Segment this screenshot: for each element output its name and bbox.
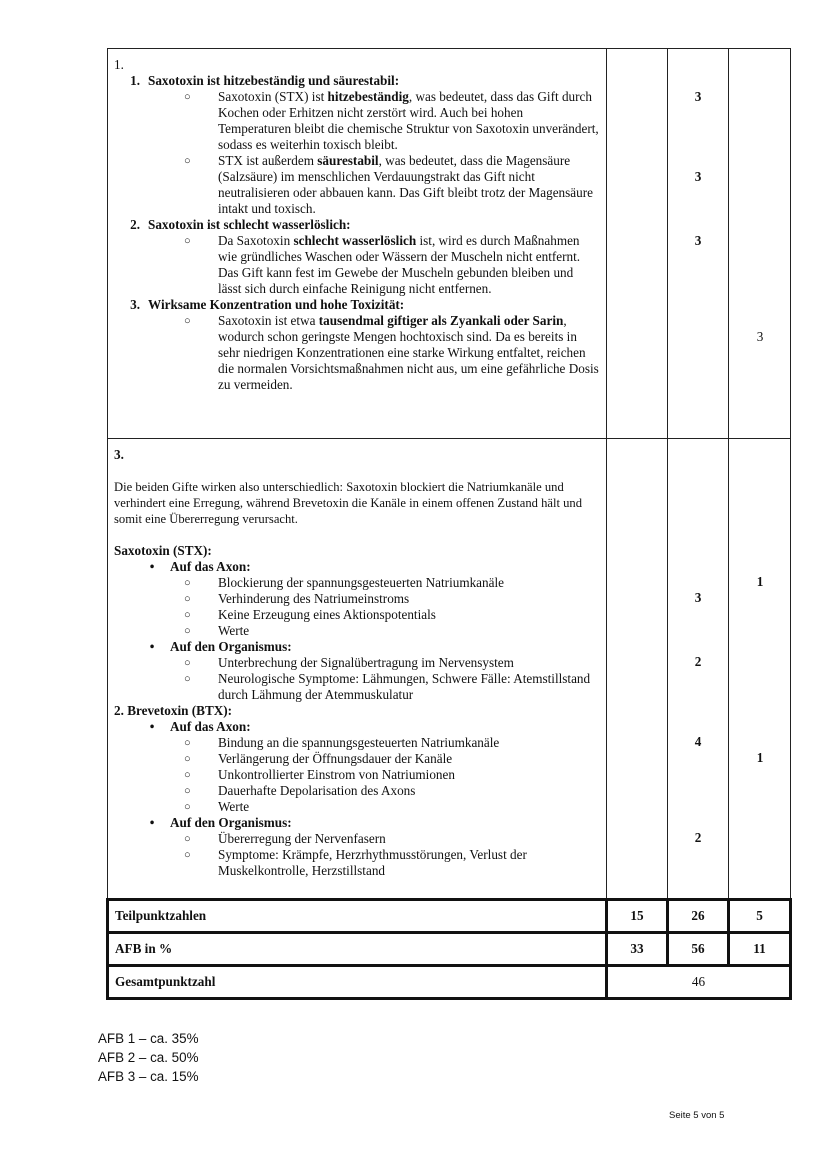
afb3-percent: 11 xyxy=(729,933,791,966)
section-3-intro: Die beiden Gifte wirken also unterschiedlich: Saxotoxin blockiert die Natriumkanäle und verhindert eine Erregung, während Brevetoxin die Kanäle in einem offenen Zustand hält und somit eine Übererregung verursacht. xyxy=(114,480,583,526)
gesamt-value: 46 xyxy=(607,966,791,999)
sub-item: ○ Verlängerung der Öffnungsdauer der Kanäle xyxy=(184,751,453,766)
sub-item: ○ Saxotoxin (STX) ist hitzebeständig, was bedeutet, dass das Gift durch Kochen oder Erhitzen nicht zerstört wird. Auch bei hohen Temperaturen bleibt die chemische Struktur von Saxotoxin unverändert, sodass es weiterhin toxisch bleibt. xyxy=(184,89,599,152)
sub-item: ○ Bindung an die spannungsgesteuerten Natriumkanäle xyxy=(184,735,500,750)
section-1-content xyxy=(108,49,607,439)
list-item: 3. Wirksame Konzentration und hohe Toxizität: xyxy=(130,297,405,312)
sub-item: ○ Symptome: Krämpfe, Herzrhythmusstörungen, Verlust der Muskelkontrolle, Herzstillstand xyxy=(184,847,527,878)
sub-item: ○ Keine Erzeugung eines Aktionspotentials xyxy=(184,607,436,622)
gesamt-label: Gesamtpunktzahl xyxy=(108,966,607,999)
teil-afb2: 26 xyxy=(668,900,729,933)
score-3-s2: 2 xyxy=(694,654,702,669)
afb-label: AFB in % xyxy=(108,933,607,966)
grading-table xyxy=(106,48,792,1000)
list-item: 2. Saxotoxin ist schlecht wasserlöslich: xyxy=(130,217,351,232)
list-item: • Auf den Organismus: xyxy=(149,815,292,830)
score-1d: 3 xyxy=(756,329,764,344)
footer-afb3: AFB 3 – ca. 15% xyxy=(98,1069,199,1084)
section-1-number: 1. xyxy=(114,57,124,72)
score-1b: 3 xyxy=(694,169,702,184)
score-1c: 3 xyxy=(694,233,702,248)
stx-heading: Saxotoxin (STX): xyxy=(114,543,212,558)
teil-afb1: 15 xyxy=(607,900,668,933)
afb1-percent: 33 xyxy=(607,933,668,966)
teil-afb3: 5 xyxy=(729,900,791,933)
section-3-number: 3. xyxy=(114,447,124,462)
footer-afb1: AFB 1 – ca. 35% xyxy=(98,1031,199,1046)
gesamt-row xyxy=(108,966,791,999)
list-item: • Auf das Axon: xyxy=(149,559,251,574)
sub-item: ○ Unterbrechung der Signalübertragung im Nervensystem xyxy=(184,655,514,670)
teilpunkt-label: Teilpunktzahlen xyxy=(108,900,607,933)
list-item: 1. Saxotoxin ist hitzebeständig und säurestabil: xyxy=(130,73,400,88)
sub-item: ○ Unkontrollierter Einstrom von Natriumionen xyxy=(184,767,455,782)
score-3-r1: 1 xyxy=(756,574,764,589)
afb-row xyxy=(108,933,791,966)
score-3-r2: 1 xyxy=(756,750,764,765)
score-1a: 3 xyxy=(694,89,702,104)
btx-heading: 2. Brevetoxin (BTX): xyxy=(114,703,233,718)
sub-item: ○ Übererregung der Nervenfasern xyxy=(184,831,386,846)
teilpunkt-row xyxy=(108,900,791,933)
sub-item: ○ Werte xyxy=(184,799,250,814)
list-item: • Auf den Organismus: xyxy=(149,639,292,654)
sub-item: ○ Dauerhafte Depolarisation des Axons xyxy=(184,783,416,798)
sub-item: ○ Werte xyxy=(184,623,250,638)
sub-item: ○ Saxotoxin ist etwa tausendmal giftiger als Zyankali oder Sarin, wodurch schon geringste Mengen hochtoxisch sind. Da es bereits in sehr niedrigen Konzentrationen eine starke Wirkung entfaltet, reichen die normalen Vorsichtsmaßnahmen nicht aus, um eine gefährliche Dosis zu vermeiden. xyxy=(184,313,599,392)
list-item: • Auf das Axon: xyxy=(149,719,251,734)
footer-afb2: AFB 2 – ca. 50% xyxy=(98,1050,199,1065)
score-3-s1: 3 xyxy=(694,590,702,605)
sub-item: ○ Da Saxotoxin schlecht wasserlöslich ist, wird es durch Maßnahmen wie gründliches Waschen oder Wässern der Muscheln nicht entfernt. Das Gift kann fest im Gewebe der Muscheln gebunden bleiben und lässt sich durch einfache Reinigung nicht entfernen. xyxy=(184,233,581,296)
score-3-s3: 4 xyxy=(694,734,702,749)
score-3-s4: 2 xyxy=(694,830,702,845)
page-number: Seite 5 von 5 xyxy=(669,1110,725,1121)
sub-item: ○ Neurologische Symptome: Lähmungen, Schwere Fälle: Atemstillstand durch Lähmung der Atemmuskulatur xyxy=(184,671,591,702)
section-3-content xyxy=(108,439,607,900)
afb2-percent: 56 xyxy=(668,933,729,966)
sub-item: ○ Verhinderung des Natriumeinstroms xyxy=(184,591,410,606)
sub-item: ○ STX ist außerdem säurestabil, was bedeutet, dass die Magensäure (Salzsäure) im menschlichen Verdauungstrakt das Gift nicht neutralisieren oder abbauen kann. Das Gift bleibt trotz der Magensäure intakt und toxisch. xyxy=(184,153,593,216)
sub-item: ○ Blockierung der spannungsgesteuerten Natriumkanäle xyxy=(184,575,505,590)
